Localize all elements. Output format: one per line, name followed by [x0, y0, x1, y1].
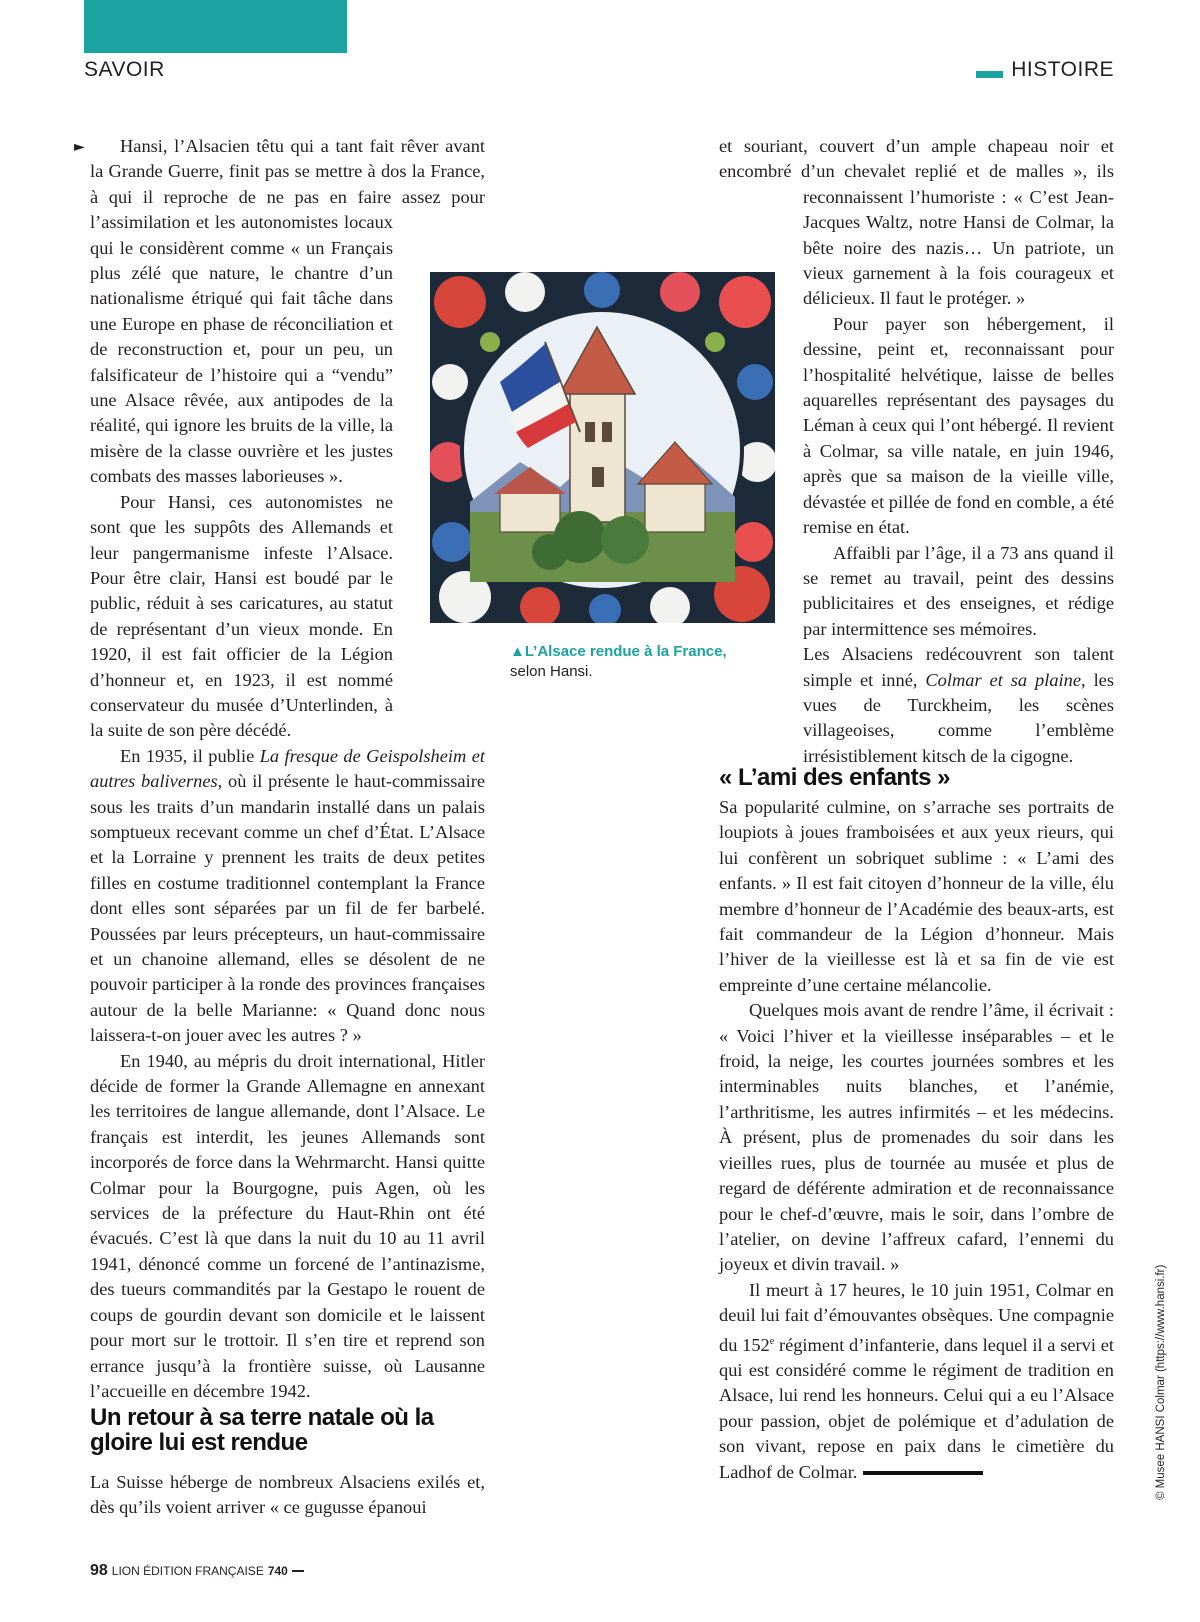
article-column-left: [90, 134, 485, 1404]
paragraph: et souriant, couvert d’un ample chapeau noir et encombré d’un chevalet replié et de malles », ils reconnaissent l’humoriste : « C’est Jean-Jacques Waltz, notre Hansi de Colmar, la bête noire des nazis… Un patriote, un vieux garnement à la fois courageux et délicieux. Il faut le protéger. »: [719, 136, 1114, 309]
issue-number: 740: [267, 1564, 288, 1578]
article-column-left-end: [90, 1470, 485, 1521]
paragraph: Pour Hansi, ces autonomistes ne sont que les suppôts des Allemands et leur pangermanisme infeste l’Alsace. Pour être clair, Hansi est boudé par le public, réduit à ses caricatures, au statut de représentant d’un vieux monde. En 1920, il est fait officier de la Légion d’honneur et, en 1923, il est nommé conservateur du musée d’Unterlinden, à la suite de son père décédé.: [90, 491, 393, 741]
rubric-bar: [976, 71, 1003, 78]
paragraph: En 1940, au mépris du droit international, Hitler décide de former la Grande Allemagne en annexant les territoires de langue allemande, dont l’Alsace. Le français est interdit, les jeunes Allemands sont incorporés de force dans la Wehrmarcht. Hansi quitte Colmar pour la Bourgogne, puis Agen, où les services de la préfecture du Haut-Rhin ont été évacués. C’est là que dans la nuit du 10 au 11 avril 1941, dénoncé comme un forcené de l’antinazisme, des tueurs commandités par la Gestapo le rouent de coups de gourdin devant son domicile et le laissent pour mort sur le trottoir. Il s’en tire et reprend son errance jusqu’à la frontière suisse, où Lausanne l’accueille en décembre 1942.: [90, 1050, 485, 1401]
magazine-name: LION ÉDITION FRANÇAISE: [111, 1564, 264, 1578]
image-credit: © Musee HANSI Colmar (https://www.hansi.fr): [1155, 1264, 1167, 1500]
paragraph: Affaibli par l’âge, il a 73 ans quand il se remet au travail, peint des dessins publicitaires et des enseignes, et rédige par intermittence ses mémoires.: [803, 542, 1114, 639]
book-title: Colmar et sa plaine: [925, 669, 1082, 690]
paragraph: La Suisse héberge de nombreux Alsaciens exilés et, dès qu’ils voient arriver « ce gugusse épanoui: [90, 1472, 485, 1518]
caption-text: selon Hansi.: [510, 663, 593, 680]
paragraph: Quelques mois avant de rendre l’âme, il écrivait : « Voici l’hiver et la vieillesse inséparables – et le froid, la neige, les courtes journées sombres et les interminables nuits blanches, et l’anémie, l’arthritisme, les autres infirmités – et les médecins. À présent, plus de promenades du soir dans les vieilles rues, plus de tournée au musée et plus de regard de déférente admiration et de reconnaissance pour le chef-d’œuvre, mais le soir, dans l’ombre de l’atelier, on devine l’affreux cafard, l’ennemi du joyeux et divin travail. »: [719, 1000, 1114, 1275]
caption-title: ▲L’Alsace rendue à la France,: [510, 643, 727, 660]
paragraph: Sa popularité culmine, on s’arrache ses portraits de loupiots à joues framboisées et aux yeux rieurs, qui lui confèrent un sobriquet sublime : « L’ami des enfants. » Il est fait citoyen d’honneur de la ville, élu membre d’honneur de l’Académie des beaux-arts, est fait commandeur de la Légion d’honneur. Mais l’hiver de la vieillesse est là et sa fin de vie est empreinte d’une certaine mélancolie.: [719, 797, 1114, 995]
paragraph: Pour payer son hébergement, il dessine, peint et, reconnaissant pour l’hospitalité helvétique, laisse de belles aquarelles représentant des paysages du Léman à ceux qui l’ont hébergé. Il revient à Colmar, sa ville natale, en juin 1946, après que sa maison de la vieille ville, dévastée et pillée de fond en comble, a été remise en état.: [803, 313, 1114, 538]
paragraph: En 1935, il publie La fresque de Geispolsheim et autres balivernes, où il présente le haut-commissaire sous les traits d’un mandarin installé dans un palais somptueux recevant comme un chef d’État. L’Alsace et la Lorraine y prennent les traits de deux petites filles en costume traditionnel contemplant la France dont elles sont séparées par un fil de fer barbelé. Poussées par leurs précepteurs, un haut-commissaire et un chanoine allemand, elles se désolent de ne pouvoir participer à la ronde des provinces françaises autour de la belle Marianne: « Quand donc nous laissera-t-on jouer avec les autres ? »: [90, 745, 485, 1046]
figure-caption: [510, 642, 730, 682]
section-label: SAVOIR: [84, 58, 165, 81]
book-title: La fresque de Geispolsheim et autres balivernes: [90, 745, 485, 792]
header-accent-block: [84, 0, 347, 53]
paragraph: Les Alsaciens redécouvrent son talent simple et inné, Colmar et sa plaine, les vues de Turckheim, les scènes villageoises, comme l’emblème irrésistiblement kitsch de la cigogne.: [803, 644, 1114, 766]
continuation-arrow-icon: ►: [74, 139, 85, 155]
rubric-label: HISTOIRE: [1011, 58, 1114, 81]
paragraph: Hansi, l’Alsacien têtu qui a tant fait rêver avant la Grande Guerre, finit pas se mettre à dos la France, à qui il reproche de ne pas en faire assez pour l’assimilation et les autonomistes locaux qui le considèrent comme « un Français plus zélé que nature, le chantre d’un nationalisme étriqué qui fait tâche dans une Europe en phase de réconciliation et de reconstruction et, pour un peu, un falsificateur de l’histoire qui a “vendu” une Alsace rêvée, aux antipodes de la réalité, qui ignore les bruits de la ville, la misère de la classe ouvrière et les justes combats des masses laborieuses ».: [90, 136, 485, 487]
page-number: 98: [90, 1562, 108, 1579]
footer-dash: [292, 1570, 304, 1572]
page-footer: [90, 1562, 304, 1580]
rubric: [976, 58, 1114, 82]
end-of-article-rule: [863, 1471, 983, 1475]
subheading: « L’ami des enfants »: [719, 764, 950, 791]
article-column-right-end: [719, 795, 1114, 1485]
subheading: Un retour à sa terre natale où la gloire lui est rendue: [90, 1404, 434, 1456]
article-column-right: [719, 134, 1114, 776]
paragraph: Il meurt à 17 heures, le 10 juin 1951, Colmar en deuil lui fait d’émouvantes obsèques. Une compagnie du 152e régiment d’infanterie, dans lequel il a servi et qui est considéré comme le régiment de tradition en Alsace, lui rend les honneurs. Celui qui a eu l’Alsace pour passion, objet de polémique et d’adulation de son vivant, repose en paix dans le cimetière du Ladhof de Colmar.: [719, 1279, 1114, 1482]
